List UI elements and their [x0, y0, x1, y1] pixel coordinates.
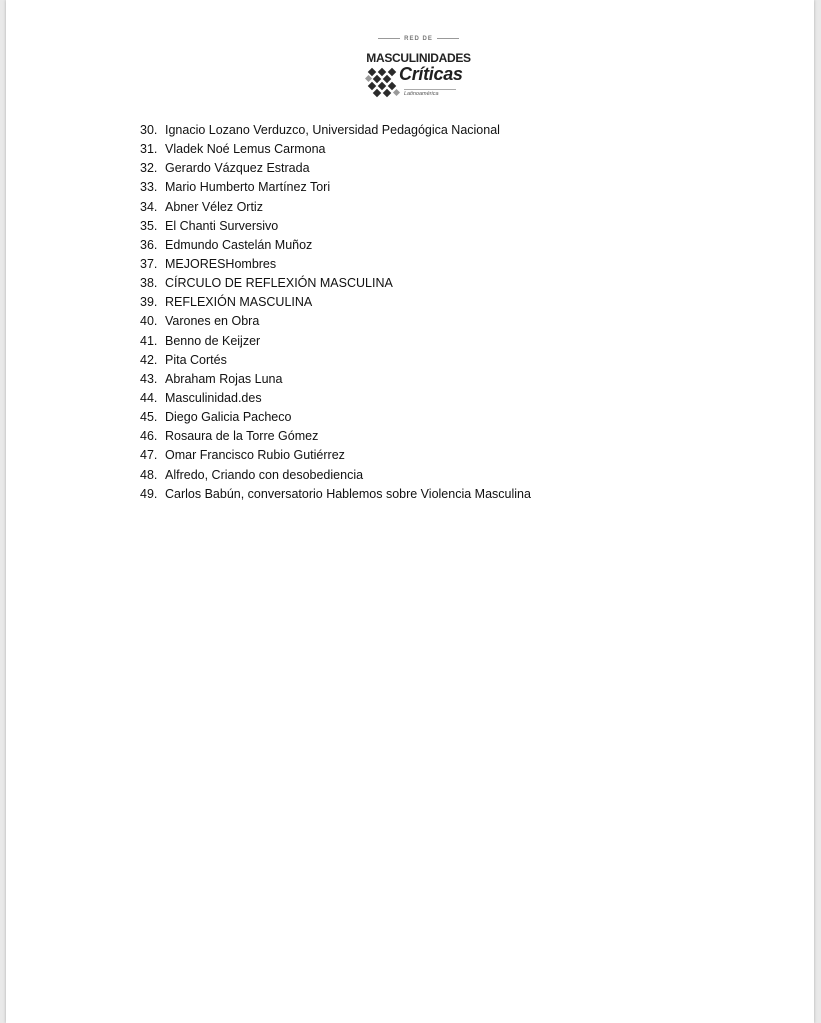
item-text: Vladek Noé Lemus Carmona — [165, 142, 326, 157]
item-text: El Chanti Surversivo — [165, 218, 279, 233]
document-page — [6, 0, 814, 1023]
item-number: 30. — [140, 123, 158, 137]
list-item — [140, 312, 531, 331]
list-item — [140, 485, 531, 504]
item-number: 35. — [140, 218, 158, 233]
item-number: 47. — [140, 448, 158, 463]
item-text: Varones en Obra — [165, 314, 260, 329]
logo-mark-icon — [365, 67, 401, 101]
item-number: 32. — [140, 161, 158, 176]
item-text: Carlos Babún, conversatorio Hablemos sobre Violencia Masculina — [165, 486, 531, 501]
item-text: CÍRCULO DE REFLEXIÓN MASCULINA — [165, 276, 393, 291]
item-number: 34. — [140, 199, 158, 214]
item-number: 39. — [140, 295, 158, 310]
logo-main-text: MASCULINIDADES — [366, 51, 471, 65]
list-item — [140, 121, 531, 140]
item-number: 45. — [140, 410, 158, 425]
list-item — [140, 351, 531, 370]
logo-top-text: RED DE — [361, 36, 476, 42]
item-number: 41. — [140, 333, 158, 348]
list-item — [140, 255, 531, 274]
list-item — [140, 293, 531, 312]
item-text: Abraham Rojas Luna — [165, 371, 283, 386]
list-item — [140, 159, 531, 178]
item-text: Alfredo, Criando con desobediencia — [165, 467, 364, 482]
list-item — [140, 236, 531, 255]
item-text: Mario Humberto Martínez Tori — [165, 180, 331, 195]
item-text: MEJORESHombres — [165, 256, 277, 271]
item-text: Diego Galicia Pacheco — [165, 410, 292, 425]
list-item — [140, 370, 531, 389]
list-item — [140, 198, 531, 217]
logo-sub-text: Críticas — [399, 64, 463, 84]
item-number: 40. — [140, 314, 158, 329]
logo-region-text: Latinoamérica — [404, 89, 456, 97]
list-item — [140, 446, 531, 465]
item-number: 46. — [140, 429, 158, 444]
list-item — [140, 217, 531, 236]
list-item — [140, 427, 531, 446]
item-number: 31. — [140, 142, 158, 157]
item-text: Benno de Keijzer — [165, 333, 261, 348]
item-number: 36. — [140, 237, 158, 252]
signatories-list — [140, 121, 531, 504]
item-number: 49. — [140, 486, 158, 501]
list-item — [140, 274, 531, 293]
item-number: 42. — [140, 352, 158, 367]
list-item — [140, 408, 531, 427]
item-text: Pita Cortés — [165, 352, 227, 367]
item-number: 38. — [140, 276, 158, 291]
list-item — [140, 178, 531, 197]
item-text: Edmundo Castelán Muñoz — [165, 237, 313, 252]
item-number: 37. — [140, 256, 158, 271]
organization-logo — [361, 36, 476, 104]
item-text: Gerardo Vázquez Estrada — [165, 161, 310, 176]
item-text: REFLEXIÓN MASCULINA — [165, 295, 313, 310]
item-number: 44. — [140, 390, 158, 405]
item-text: Masculinidad.des — [165, 390, 262, 405]
item-text: Ignacio Lozano Verduzco, Universidad Pedagógica Nacional — [165, 123, 500, 137]
item-number: 48. — [140, 467, 158, 482]
item-number: 33. — [140, 180, 158, 195]
item-number: 43. — [140, 371, 158, 386]
item-text: Abner Vélez Ortiz — [165, 199, 263, 214]
list-item — [140, 466, 531, 485]
item-text: Rosaura de la Torre Gómez — [165, 429, 319, 444]
list-item — [140, 389, 531, 408]
item-text: Omar Francisco Rubio Gutiérrez — [165, 448, 345, 463]
list-item — [140, 140, 531, 159]
list-item — [140, 332, 531, 351]
